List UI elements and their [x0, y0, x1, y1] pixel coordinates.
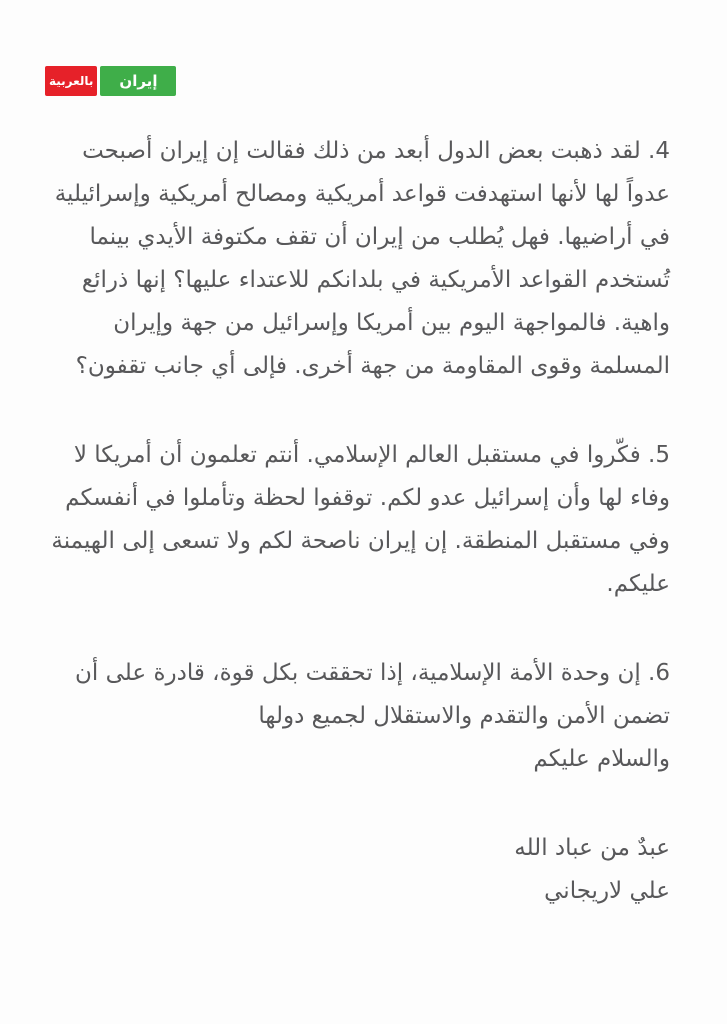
text-line: 4. لقد ذهبت بعض الدول أبعد من ذلك فقالت إن إيران أصبحت: [82, 138, 670, 164]
text-line: المسلمة وقوى المقاومة من جهة أخرى. فإلى أي جانب تقفون؟: [75, 353, 670, 379]
text-line: في أراضيها. فهل يُطلب من إيران أن تقف مكتوفة الأيدي بينما: [89, 224, 670, 250]
text-line: والسلام عليكم: [533, 746, 670, 772]
text-line: عدواً لها لأنها استهدفت قواعد أمريكية ومصالح أمريكية وإسرائيلية: [54, 181, 670, 207]
text-line: تضمن الأمن والتقدم والاستقلال لجميع دولها: [258, 703, 670, 729]
iran-in-arabic-logo: [45, 66, 176, 96]
signature: [58, 827, 670, 913]
letter-body: [51, 130, 670, 913]
point-4: [54, 130, 670, 388]
text-line: 6. إن وحدة الأمة الإسلامية، إذا تحققت بكل قوة، قادرة على أن: [75, 660, 670, 686]
text-line: وفي مستقبل المنطقة. إن إيران ناصحة لكم ولا تسعى إلى الهيمنة: [51, 528, 670, 554]
text-line: عليكم.: [606, 571, 670, 597]
text-line: 5. فكّروا في مستقبل العالم الإسلامي. أنتم تعلمون أن أمريكا لا: [73, 442, 670, 468]
text-line: عبدٌ من عباد الله: [514, 835, 670, 861]
logo-red-segment: بالعربية: [45, 66, 97, 96]
text-line: وفاء لها وأن إسرائيل عدو لكم. توقفوا لحظة وتأملوا في أنفسكم: [65, 485, 670, 511]
point-5: [51, 434, 670, 606]
point-6: [58, 652, 670, 781]
text-line: واهية. فالمواجهة اليوم بين أمريكا وإسرائيل من جهة وإيران: [113, 310, 670, 336]
logo-green-segment: إيران: [100, 66, 176, 96]
text-line: تُستخدم القواعد الأمريكية في بلدانكم للاعتداء عليها؟ إنها ذرائع: [81, 267, 670, 293]
text-line: علي لاريجاني: [544, 878, 670, 904]
